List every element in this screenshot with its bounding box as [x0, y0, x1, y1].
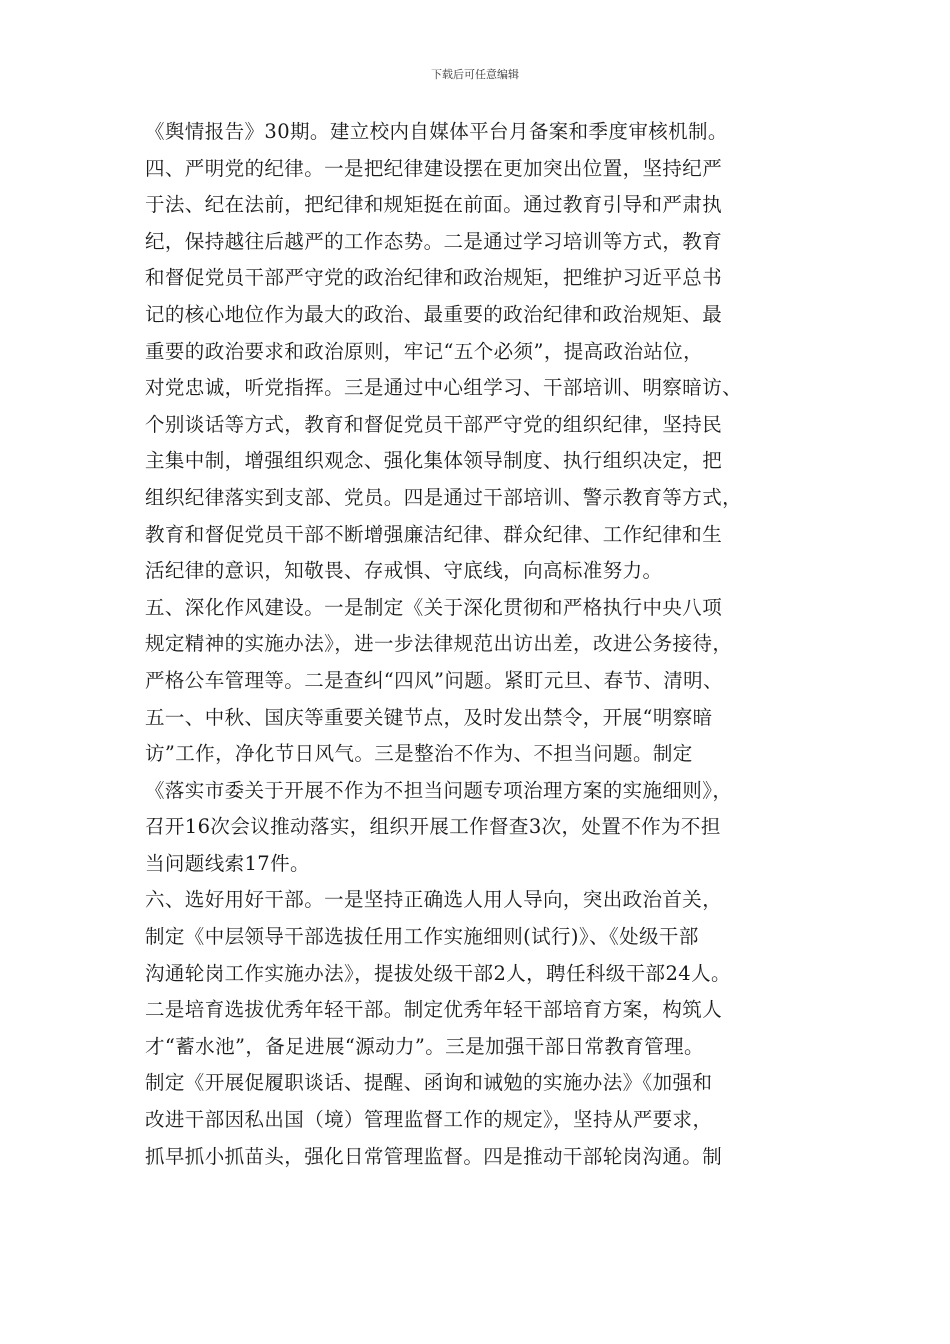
text-line: 四、严明党的纪律。一是把纪律建设摆在更加突出位置，坚持纪严	[145, 156, 723, 180]
text-line: 抓早抓小抓苗头，强化日常管理监督。四是推动干部轮岗沟通。制	[145, 1144, 723, 1168]
text-line: 制定《中层领导干部选拔任用工作实施细则(试行)》、《处级干部	[145, 925, 699, 949]
text-line: 主集中制，增强组织观念、强化集体领导制度、执行组织决定，把	[145, 449, 723, 473]
text-line: 规定精神的实施办法》，进一步法律规范出访出差，改进公务接待，	[145, 632, 733, 656]
text-line: 改进干部因私出国（境）管理监督工作的规定》，坚持从严要求，	[145, 1108, 713, 1132]
text-line: 《舆情报告》30期。建立校内自媒体平台月备案和季度审核机制。	[145, 120, 728, 143]
text-line: 才“蓄水池”，备足进展“源动力”。三是加强干部日常教育管理。	[145, 1034, 704, 1058]
text-line: 对党忠诚，听党指挥。三是通过中心组学习、干部培训、明察暗访、	[145, 376, 743, 400]
text-line: 个别谈话等方式，教育和督促党员干部严守党的组织纪律，坚持民	[145, 412, 723, 436]
text-line: 教育和督促党员干部不断增强廉洁纪律、群众纪律、工作纪律和生	[145, 522, 723, 546]
text-line: 重要的政治要求和政治原则，牢记“五个必须”，提高政治站位，	[145, 339, 704, 363]
text-line: 活纪律的意识，知敬畏、存戒惧、守底线，向高标准努力。	[145, 559, 663, 583]
text-line: 严格公车管理等。二是查纠“四风”问题。紧盯元旦、春节、清明、	[145, 668, 723, 692]
text-line: 记的核心地位作为最大的政治、最重要的政治纪律和政治规矩、最	[145, 302, 723, 326]
document-body	[145, 114, 825, 1175]
text-line: 五、深化作风建设。一是制定《关于深化贯彻和严格执行中央八项	[145, 595, 723, 619]
text-line: 当问题线索17件。	[145, 851, 310, 875]
text-line: 组织纪律落实到支部、党员。四是通过干部培训、警示教育等方式，	[145, 485, 743, 509]
text-line: 沟通轮岗工作实施办法》，提拔处级干部2人，聘任科级干部24人。	[145, 961, 731, 985]
text-line: 访”工作，净化节日风气。三是整治不作为、不担当问题。制定	[145, 742, 693, 766]
text-line: 召开16次会议推动落实，组织开展工作督查3次，处置不作为不担	[145, 815, 721, 839]
text-line: 于法、纪在法前，把纪律和规矩挺在前面。通过教育引导和严肃执	[145, 193, 723, 217]
text-line: 制定《开展促履职谈话、提醒、函询和诫勉的实施办法》《加强和	[145, 1071, 713, 1095]
text-line: 纪，保持越往后越严的工作态势。二是通过学习培训等方式，教育	[145, 229, 723, 253]
text-line: 六、选好用好干部。一是坚持正确选人用人导向，突出政治首关，	[145, 888, 723, 912]
page-header-note: 下载后可任意编辑	[431, 68, 519, 81]
text-line: 二是培育选拔优秀年轻干部。制定优秀年轻干部培育方案，构筑人	[145, 998, 723, 1022]
text-line: 五一、中秋、国庆等重要关键节点，及时发出禁令，开展“明察暗	[145, 705, 713, 729]
text-line: 《落实市委关于开展不作为不担当问题专项治理方案的实施细则》，	[145, 778, 733, 802]
text-line: 和督促党员干部严守党的政治纪律和政治规矩，把维护习近平总书	[145, 266, 723, 290]
